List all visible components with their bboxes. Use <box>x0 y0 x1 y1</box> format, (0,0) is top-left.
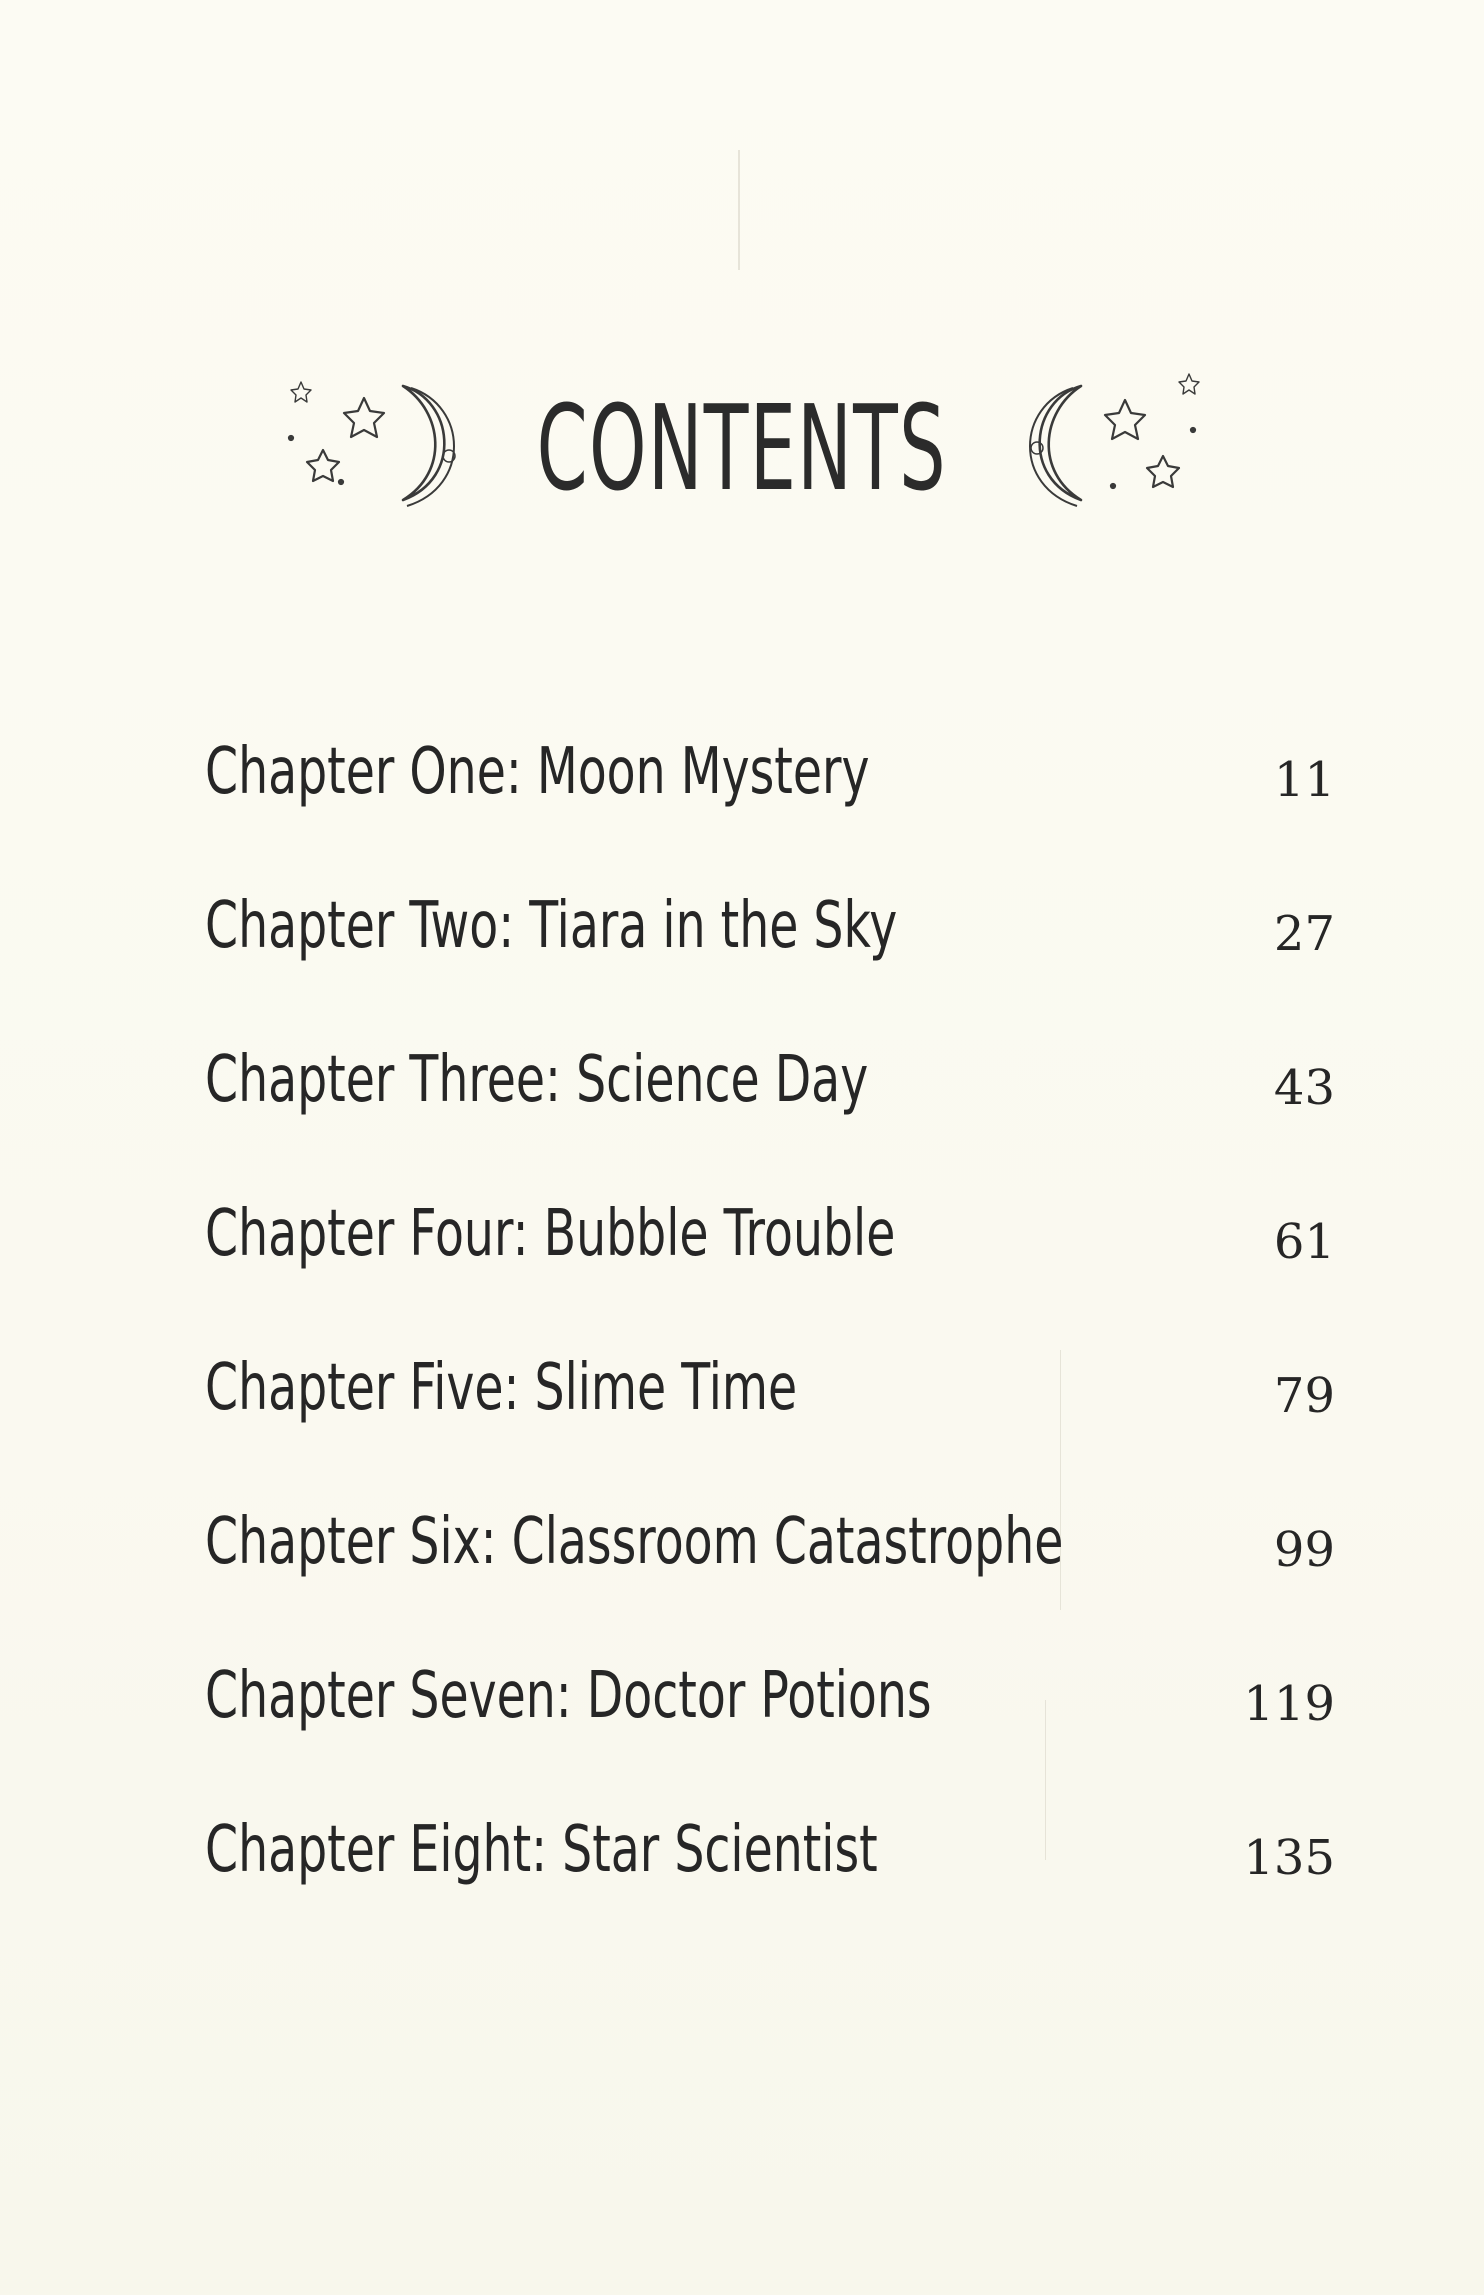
chapter-title: Chapter Seven: Doctor Potions <box>205 1659 932 1733</box>
page-number: 61 <box>1273 1214 1335 1270</box>
toc-row <box>205 1182 1335 1336</box>
chapter-title: Chapter Eight: Star Scientist <box>205 1813 878 1887</box>
chapter-title: Chapter Three: Science Day <box>205 1043 869 1117</box>
toc-row <box>205 1028 1335 1182</box>
page-number: 11 <box>1273 752 1335 808</box>
page-number: 99 <box>1273 1522 1335 1578</box>
chapter-title: Chapter Two: Tiara in the Sky <box>205 889 898 963</box>
page-number: 43 <box>1273 1060 1335 1116</box>
page-number: 119 <box>1243 1676 1335 1732</box>
page-number: 135 <box>1243 1830 1335 1886</box>
toc-row <box>205 720 1335 874</box>
chapter-title: Chapter Six: Classroom Catastrophe <box>205 1505 1064 1579</box>
scan-mark <box>738 150 740 270</box>
contents-heading <box>0 360 1484 530</box>
toc-row <box>205 874 1335 1028</box>
page-number: 27 <box>1273 906 1335 962</box>
moon-and-stars-icon <box>1003 360 1213 530</box>
stars-and-moon-icon <box>271 360 481 530</box>
toc-row <box>205 1336 1335 1490</box>
toc-row <box>205 1490 1335 1644</box>
toc-row <box>205 1644 1335 1798</box>
chapter-title: Chapter Five: Slime Time <box>205 1351 798 1425</box>
table-of-contents <box>205 720 1335 1952</box>
toc-row <box>205 1798 1335 1952</box>
page-number: 79 <box>1273 1368 1335 1424</box>
page-title: CONTENTS <box>536 379 948 517</box>
chapter-title: Chapter One: Moon Mystery <box>205 735 870 809</box>
chapter-title: Chapter Four: Bubble Trouble <box>205 1197 896 1271</box>
